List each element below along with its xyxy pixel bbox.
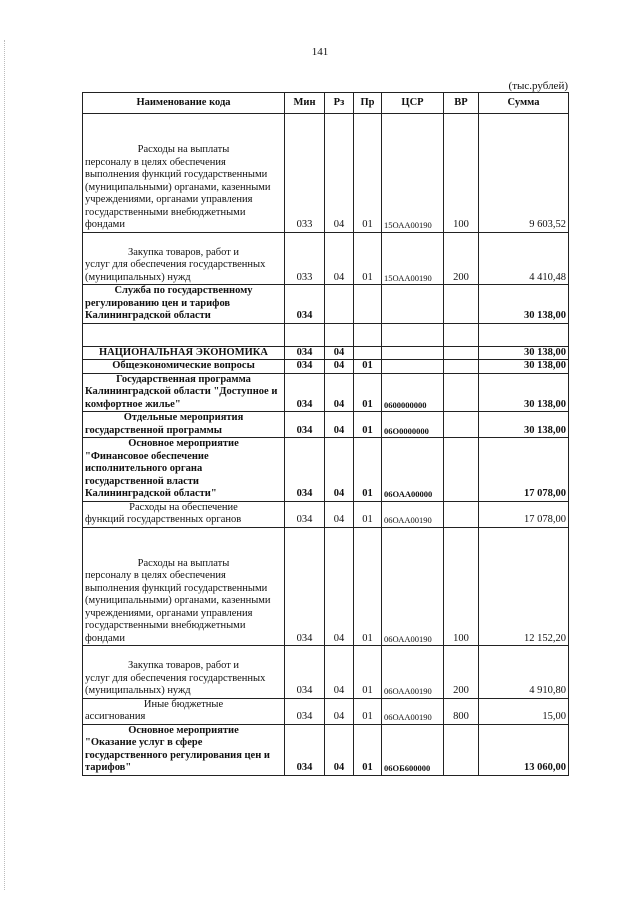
row-min: 034 [285,501,325,527]
row-min: 034 [285,360,325,374]
row-name-lead: Расходы на обеспечение [129,501,238,513]
row-name-rest: функций государственных органов [85,514,242,525]
row-vr [444,373,479,412]
table-row [83,501,569,527]
row-rz: 04 [325,232,354,285]
row-min: 034 [285,412,325,438]
row-min: 034 [285,373,325,412]
row-min: 034 [285,646,325,699]
row-rz: 04 [325,501,354,527]
row-name-cell [83,232,285,285]
row-vr [444,360,479,374]
row-csr: 06ОАА00190 [382,501,444,527]
row-pr: 01 [354,646,382,699]
row-pr: 01 [354,114,382,233]
row-rz: 04 [325,360,354,374]
row-name-cell [83,360,285,374]
header-vr: ВР [444,93,479,114]
row-name-rest: государственной программы [85,424,222,436]
table-row [83,646,569,699]
row-min: 034 [285,346,325,360]
row-sum: 17 078,00 [479,501,569,527]
table-row [83,724,569,775]
row-name-rest: Калининградской области "Доступное и комфортное жилье" [85,386,278,410]
row-min: 034 [285,438,325,502]
table-row [83,232,569,285]
row-csr: 0600000000 [382,373,444,412]
row-name-rest: персоналу в целях обеспечения выполнения функций государственными (муниципальными) органами, казенными учреждениями, органами управления государственными внебюджетными фондами [85,570,271,644]
row-name-cell [83,698,285,724]
row-pr: 01 [354,232,382,285]
row-sum: 30 138,00 [479,373,569,412]
row-pr: 01 [354,527,382,646]
table-body [83,114,569,776]
row-name-cell [83,346,285,360]
row-name-lead: Расходы на выплаты [137,144,230,155]
row-vr: 200 [444,232,479,285]
row-min: 034 [285,724,325,775]
row-csr [382,285,444,324]
row-name-rest: персоналу в целях обеспечения выполнения функций государственными (муниципальными) органами, казенными учреждениями, органами управления государственными внебюджетными фондами [85,156,271,230]
row-pr: 01 [354,501,382,527]
row-vr: 200 [444,646,479,699]
row-pr [354,346,382,360]
budget-table [82,92,569,776]
row-sum: 30 138,00 [479,346,569,360]
row-csr: 06О0000000 [382,412,444,438]
row-name-cell [83,373,285,412]
table-row [83,346,569,360]
row-name-rest: услуг для обеспечения государственных (муниципальных) нужд [85,672,266,696]
row-name-cell [83,527,285,646]
row-min: 034 [285,527,325,646]
row-pr: 01 [354,360,382,374]
table-row [83,412,569,438]
row-min: 034 [285,285,325,324]
row-pr: 01 [354,698,382,724]
row-sum: 4 910,80 [479,646,569,699]
row-vr: 800 [444,698,479,724]
spacer-row [83,323,569,346]
row-name-lead: Отдельные мероприятия [123,412,244,423]
row-csr: 06ОАА00190 [382,698,444,724]
row-name-lead: Основное мероприятие [128,438,239,449]
row-min: 034 [285,698,325,724]
table-row [83,698,569,724]
row-name-lead: Общеэкономические вопросы [112,360,255,371]
header-name: Наименование кода [83,93,285,114]
row-name-lead: Служба по государственному [114,285,253,296]
row-rz: 04 [325,438,354,502]
row-min: 033 [285,232,325,285]
row-name-cell [83,501,285,527]
row-name-rest: услуг для обеспечения государственных (муниципальных) нужд [85,259,266,283]
row-vr [444,346,479,360]
row-vr: 100 [444,114,479,233]
row-sum: 9 603,52 [479,114,569,233]
row-rz: 04 [325,698,354,724]
row-name-cell [83,114,285,233]
row-name-rest: "Финансовое обеспечение исполнительного органа государственной власти Калининградской области" [85,450,217,499]
row-rz: 04 [325,114,354,233]
row-rz: 04 [325,527,354,646]
row-csr: 06ОАА00190 [382,646,444,699]
row-sum: 30 138,00 [479,285,569,324]
row-name-rest: регулированию цен и тарифов Калининградской области [85,297,231,321]
row-name-lead: Иные бюджетные [143,698,224,710]
row-sum: 30 138,00 [479,360,569,374]
row-pr: 01 [354,412,382,438]
row-csr: 06ОАА00000 [382,438,444,502]
row-pr: 01 [354,724,382,775]
row-csr: 15ОАА00190 [382,114,444,233]
row-sum: 15,00 [479,698,569,724]
row-name-rest: ассигнования [85,711,146,722]
row-name-lead: Закупка товаров, работ и [127,660,240,671]
row-vr [444,724,479,775]
table-row [83,114,569,233]
row-min: 033 [285,114,325,233]
header-sum: Сумма [479,93,569,114]
row-name-cell [83,438,285,502]
row-sum: 13 060,00 [479,724,569,775]
table-row [83,373,569,412]
row-csr [382,360,444,374]
row-rz: 04 [325,373,354,412]
row-rz: 04 [325,724,354,775]
row-rz: 04 [325,412,354,438]
table-row [83,285,569,324]
row-name-lead: Основное мероприятие [128,724,239,736]
table-row [83,360,569,374]
row-sum: 4 410,48 [479,232,569,285]
table-header-row [83,93,569,114]
row-rz: 04 [325,646,354,699]
row-csr: 15ОАА00190 [382,232,444,285]
header-csr: ЦСР [382,93,444,114]
units-label: (тыс.рублей) [508,80,568,92]
row-vr [444,285,479,324]
page-number: 141 [311,46,329,58]
row-pr: 01 [354,373,382,412]
row-csr: 06ОАА00190 [382,527,444,646]
row-name-lead: Расходы на выплаты [137,557,230,569]
table-row [83,438,569,502]
binding-margin [4,40,7,890]
row-pr: 01 [354,438,382,502]
row-name-lead: Закупка товаров, работ и [127,246,240,258]
row-name-cell [83,412,285,438]
row-pr [354,285,382,324]
row-name-lead: НАЦИОНАЛЬНАЯ ЭКОНОМИКА [99,346,268,358]
row-rz [325,285,354,324]
header-pr: Пр [354,93,382,114]
row-name-cell [83,724,285,775]
row-sum: 17 078,00 [479,438,569,502]
row-vr [444,501,479,527]
row-rz: 04 [325,346,354,360]
row-name-cell [83,285,285,324]
row-csr [382,346,444,360]
row-vr [444,412,479,438]
table-row [83,527,569,646]
row-vr: 100 [444,527,479,646]
row-vr [444,438,479,502]
row-sum: 30 138,00 [479,412,569,438]
row-name-cell [83,646,285,699]
row-name-rest: "Оказание услуг в сфере государственного регулирования цен и тарифов" [85,737,270,773]
header-min: Мин [285,93,325,114]
header-rz: Рз [325,93,354,114]
row-sum: 12 152,20 [479,527,569,646]
row-name-lead: Государственная программа [116,373,251,385]
row-csr: 06ОБ600000 [382,724,444,775]
